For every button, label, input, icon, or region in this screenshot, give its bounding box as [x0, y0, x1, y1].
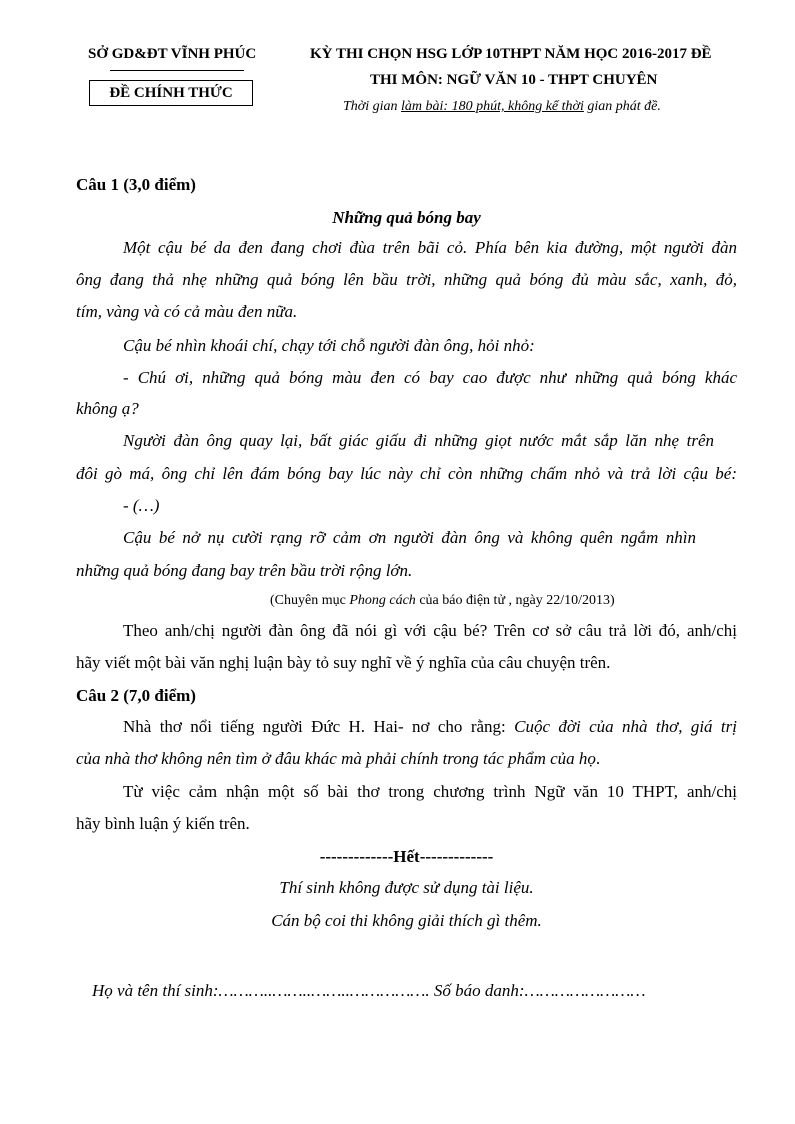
question2-heading: Câu 2 (7,0 điểm)	[76, 686, 196, 705]
story-line: - Chú ơi, những quả bóng màu đen có bay cao được như những quả bóng khác	[123, 368, 737, 387]
candidate-info-line: Họ và tên thí sinh:………..……..……..……………. Số báo danh:……………………	[92, 981, 646, 1000]
question2-prompt: hãy bình luận ý kiến trên.	[76, 814, 250, 833]
question1-prompt: hãy viết một bài văn nghị luận bày tỏ suy nghĩ về ý nghĩa của câu chuyện trên.	[76, 653, 611, 672]
story-line: Một cậu bé da đen đang chơi đùa trên bãi cỏ. Phía bên kia đường, một người đàn	[123, 238, 737, 257]
story-line: ông đang thả nhẹ những quả bóng lên bầu trời, những quả bóng đủ màu sắc, xanh, đỏ,	[76, 270, 737, 289]
time-underlined: làm bài: 180 phút, không kể thời	[401, 99, 584, 114]
quote-italic: của nhà thơ không nên tìm ở đâu khác mà phải chính trong tác phẩm của họ	[76, 749, 596, 768]
question1-prompt: Theo anh/chị người đàn ông đã nói gì với cậu bé? Trên cơ sở câu trả lời đó, anh/chị	[123, 621, 737, 640]
story-line: Cậu bé nở nụ cười rạng rỡ cảm ơn người đàn ông và không quên ngắm nhìn	[123, 528, 696, 547]
footer-note: Thí sinh không được sử dụng tài liệu.	[279, 878, 534, 897]
story-line: - (…)	[123, 496, 160, 515]
quote-suffix: .	[595, 749, 601, 768]
agency-name: SỞ GD&ĐT VĨNH PHÚC	[88, 46, 257, 62]
story-line: không ạ?	[76, 399, 139, 418]
time-prefix: Thời gian	[343, 99, 402, 114]
question2-quote-line	[123, 717, 737, 737]
source-prefix: (Chuyên mục	[270, 593, 350, 608]
story-line: Cậu bé nhìn khoái chí, chạy tới chỗ người đàn ông, hỏi nhỏ:	[123, 336, 535, 355]
story-line: đôi gò má, ông chỉ lên đám bóng bay lúc này chỉ còn những chấm nhỏ và trả lời cậu bé:	[76, 464, 737, 483]
source-italic: Phong cách	[349, 593, 416, 608]
question2-quote-line	[76, 749, 600, 769]
quote-italic: Cuộc đời của nhà thơ, giá trị	[514, 717, 737, 736]
question2-prompt: Từ việc cảm nhận một số bài thơ trong chương trình Ngữ văn 10 THPT, anh/chị	[123, 782, 737, 801]
official-label: ĐỀ CHÍNH THỨC	[89, 80, 253, 106]
exam-time	[343, 99, 661, 115]
story-line: những quả bóng đang bay trên bầu trời rộng lớn.	[76, 561, 413, 580]
exam-title: KỲ THI CHỌN HSG LỚP 10THPT NĂM HỌC 2016-2017 ĐỀ	[310, 46, 712, 62]
question1-heading: Câu 1 (3,0 điểm)	[76, 175, 196, 194]
exam-subject: THI MÔN: NGỮ VĂN 10 - THPT CHUYÊN	[370, 72, 658, 88]
story-line: tím, vàng và có cả màu đen nữa.	[76, 302, 298, 321]
end-mark: -------------Hết-------------	[319, 847, 494, 866]
story-title: Những quả bóng bay	[332, 208, 481, 227]
agency-underline	[110, 70, 244, 71]
time-suffix: gian phát đề.	[583, 99, 661, 114]
story-source	[270, 593, 615, 609]
footer-note: Cán bộ coi thi không giải thích gì thêm.	[271, 911, 542, 930]
source-suffix: của báo điện tử , ngày 22/10/2013)	[415, 593, 615, 608]
quote-prefix: Nhà thơ nổi tiếng người Đức H. Hai- nơ cho rằng:	[123, 717, 515, 736]
story-line: Người đàn ông quay lại, bất giác giấu đi những giọt nước mắt sắp lăn nhẹ trên	[123, 431, 714, 450]
